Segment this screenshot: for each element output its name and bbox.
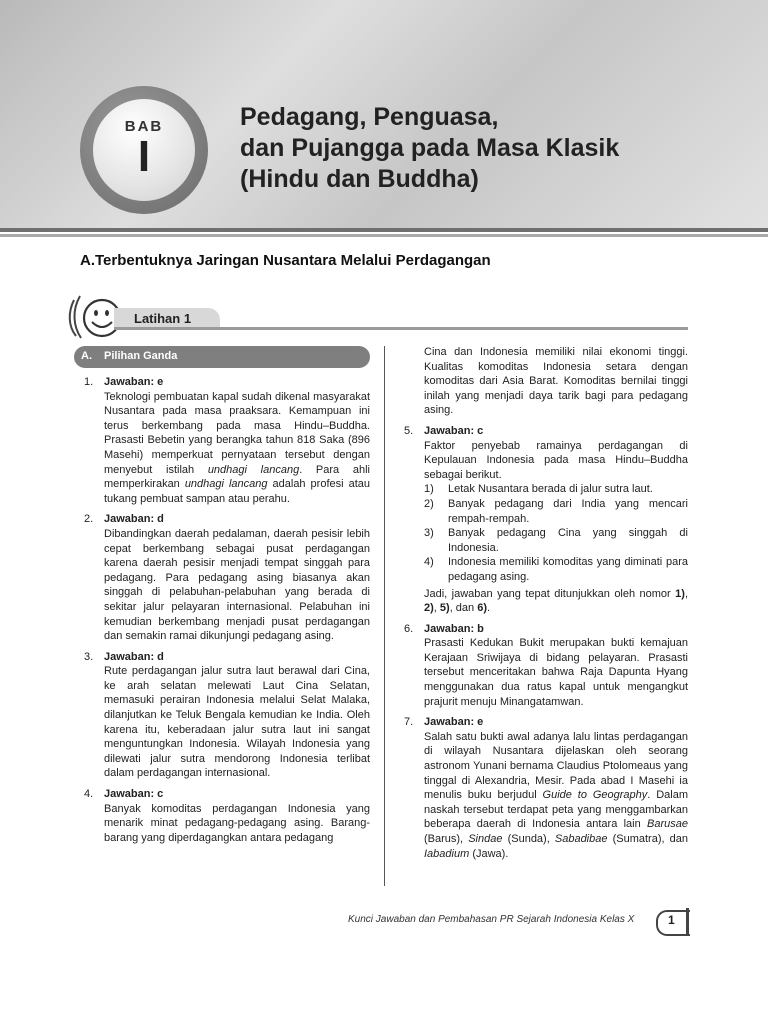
sub-number: 4) [424, 556, 434, 569]
explanation-text: adalah profesi atau tukang pembuat sampan atau perahu. [104, 478, 370, 505]
item-number: 4. [84, 788, 94, 801]
separator: , [684, 587, 688, 600]
banner-stripe-thin [0, 234, 768, 237]
italic-term: Guide to Geography [542, 789, 648, 802]
page-number: 1 [668, 913, 675, 927]
exercise-label: Latihan 1 [134, 311, 192, 326]
answer-item [404, 622, 688, 710]
explanation-text: (Barus), [424, 833, 469, 845]
chapter-title-line1: Pedagang, Penguasa, [240, 103, 499, 131]
conclusion-prefix: Jadi, jawaban yang tepat ditunjukkan oleh nomor [424, 587, 676, 600]
explanation-text: Dibandingkan daerah pedalaman, daerah pesisir lebih cepat berkembang sebagai pusat perdagangan karena daerah pesisir menjadi tempat singgah para pedagang. Para pedagang asing biasanya akan singgah di pelabuhan-pelabuhan yang berada di sekitar jalur pelayaran internasional. Pelabuhan ini kemudian berkembang menjadi pusat perdagangan dan semakin ramai dikunjungi pedagang asing. [104, 527, 370, 643]
chapter-number: I [137, 132, 151, 181]
item-body [424, 424, 688, 616]
answer-key: Jawaban: c [104, 788, 164, 801]
sub-list-item [424, 526, 688, 555]
column-divider [384, 346, 385, 886]
answer-key: Jawaban: e [424, 716, 484, 729]
footer-rule [686, 908, 689, 936]
answer-key: Jawaban: d [104, 650, 164, 663]
explanation-text: Prasasti Kedukan Bukit merupakan bukti kemajuan Kerajaan Sriwijaya di bidang pelayaran. Prasasti tersebut menceritakan bahwa Raja Dapunta Hyang menggunakan dua ratus kapal untuk mengangkut prajurit menuju Minangatamwan. [424, 637, 688, 708]
item-body [424, 622, 688, 710]
section-title: A.Terbentuknya Jaringan Nusantara Melalui Perdagangan [80, 252, 491, 269]
option-ref: 2) [424, 602, 434, 615]
continued-text: Cina dan Indonesia memiliki nilai ekonomi tinggi. Kualitas komoditas Indonesia setara dengan komoditas dari Asia Barat. Komoditas bernilai tinggi inilah yang menjadi daya tarik bagi para pedagang asing. [424, 346, 688, 417]
option-ref: 6) [477, 602, 487, 615]
answer-key: Jawaban: d [104, 513, 164, 526]
sub-number: 2) [424, 497, 434, 510]
chapter-title-line3: (Hindu dan Buddha) [240, 165, 479, 193]
italic-term: undhagi lancang [184, 478, 268, 491]
sub-list-item [424, 497, 688, 526]
item-body [104, 375, 370, 506]
chapter-title-line2: dan Pujangga pada Masa Klasik [240, 134, 620, 162]
part-title: Pilihan Ganda [104, 350, 178, 362]
italic-term: Barusae [647, 818, 688, 831]
italic-term: Iabadium [424, 847, 470, 860]
answer-item [84, 375, 370, 506]
answer-item [84, 650, 370, 781]
italic-term: undhagi lancang [207, 463, 300, 476]
item-number: 5. [404, 424, 414, 437]
italic-term: Sindae [468, 833, 503, 845]
answer-item [404, 715, 688, 861]
item-number: 6. [404, 622, 414, 635]
item-body [424, 715, 688, 861]
explanation-text: Salah satu bukti awal adanya lalu lintas perdagangan di wilayah Nusantara dijelaskan oleh seorang astronom Yunani bernama Claudius Ptolomeaus yang tinggal di Alexandria, Mesir. Pada abad I Masehi ia menulis buku berjudul [424, 730, 688, 802]
answer-key: Jawaban: c [424, 424, 484, 437]
answer-item [404, 424, 688, 616]
exercise-rule [114, 327, 688, 330]
explanation-text: Teknologi pembuatan kapal sudah dikenal masyarakat Nusantara pada masa praaksara. Kemampuan ini terus berkembang pada masa Hindu–Buddha. Prasasti Bebetin yang berangka tahun 818 Saka (896 Masehi) memperkuat pernyataan tersebut dengan menyebut istilah [104, 390, 370, 476]
answer-key: Jawaban: e [104, 376, 164, 388]
left-column [84, 375, 370, 851]
explanation-text: Rute perdagangan jalur sutra laut berawal dari Cina, ke arah selatan melewati Laut Cina Selatan, memasuki perairan Indonesia melalui Selat Malaka, dilanjutkan ke Teluk Bengala kemudian ke India. Oleh karena itu, keberadaan jalur sutra laut ini sangat menguntungkan Indonesia. Wilayah Indonesia yang dilewati jalur sutra mendorong Indonesia terlibat dalam perdagangan internasional. [104, 665, 370, 780]
explanation-text: Banyak komoditas perdagangan Indonesia yang menarik minat pedagang-pedagang asing. Barang-barang yang diperdagangkan antara pedagang [104, 802, 370, 844]
banner-stripe [0, 228, 768, 232]
option-ref: 1) [675, 587, 685, 600]
italic-term: Sabadibae [554, 833, 608, 845]
item-number: 1. [84, 376, 94, 388]
sub-text: Indonesia memiliki komoditas yang diminati para pedagang asing. [448, 556, 688, 583]
item-number: 7. [404, 716, 414, 729]
sub-text: Banyak pedagang Cina yang singgah di Indonesia. [448, 527, 688, 554]
sub-number: 3) [424, 527, 434, 540]
explanation-text: (Jawa). [469, 847, 509, 860]
sub-text: Banyak pedagang dari India yang mencari rempah-rempah. [448, 497, 688, 525]
item-number: 2. [84, 513, 94, 526]
chapter-badge-label: BAB [124, 118, 164, 135]
separator: , [433, 602, 440, 615]
item-body [104, 512, 370, 643]
separator: , dan [449, 602, 478, 615]
answer-key: Jawaban: b [424, 622, 484, 635]
chapter-title [240, 102, 740, 195]
explanation-text: (Sumatra), dan [607, 833, 688, 845]
sub-text: Letak Nusantara berada di jalur sutra laut. [448, 483, 653, 496]
item-body [104, 787, 370, 845]
item-body [104, 650, 370, 781]
sub-number: 1) [424, 483, 434, 496]
footer-book-title: Kunci Jawaban dan Pembahasan PR Sejarah Indonesia Kelas X [348, 914, 635, 925]
part-letter: A. [81, 350, 92, 362]
item-number: 3. [84, 650, 94, 663]
answer-item [84, 512, 370, 643]
sub-list-item [424, 555, 688, 584]
sub-list-item [424, 482, 688, 497]
explanation-text: Faktor penyebab ramainya perdagangan di Kepulauan Indonesia pada masa Hindu–Buddha sebagai berikut. [424, 439, 688, 481]
conclusion-text [424, 587, 688, 616]
explanation-text: . Dalam naskah tersebut terdapat peta yang menggambarkan beberapa daerah di Indonesia antara lain [424, 789, 688, 831]
option-ref: 5) [439, 602, 450, 615]
right-column [404, 345, 688, 867]
explanation-text: (Sunda), [502, 833, 555, 845]
answer-item [84, 787, 370, 845]
separator: . [487, 602, 491, 615]
explanation-text: . Para ahli memperkirakan [104, 463, 370, 491]
